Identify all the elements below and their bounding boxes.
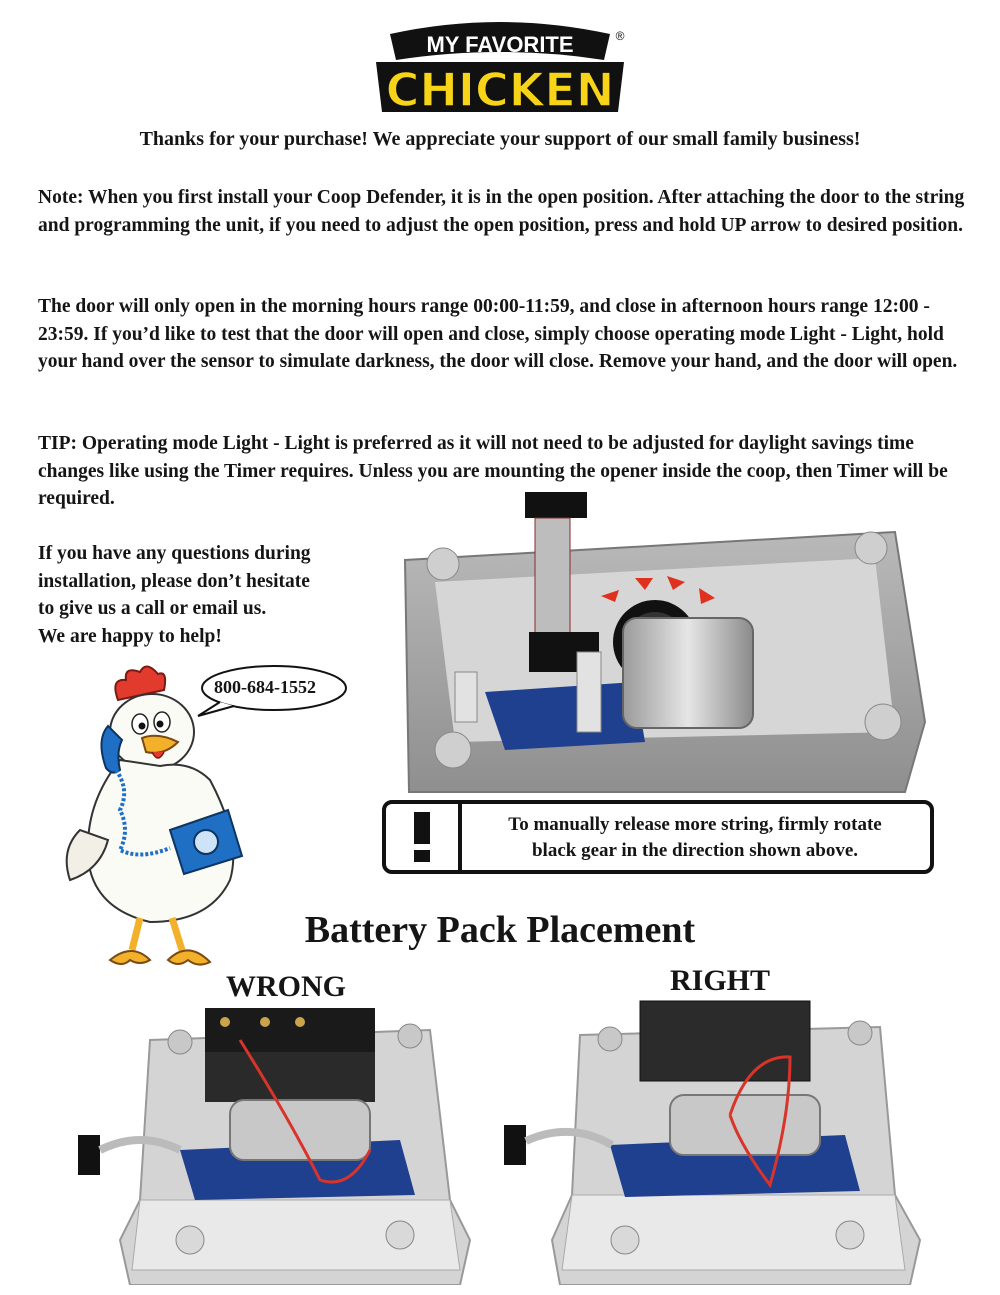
questions-line: to give us a call or email us. (38, 598, 267, 619)
warning-text (464, 812, 926, 864)
questions-line: installation, please don’t hesitate (38, 570, 310, 592)
right-label: RIGHT (669, 964, 771, 997)
logo-line1: MY FAVORITE (426, 32, 574, 57)
warning-icon-cell (386, 804, 462, 870)
questions-line: If you have any questions during (38, 543, 311, 564)
wrong-battery-placement-photo (70, 1000, 490, 1285)
warning-line: To manually release more string, firmly rotate (508, 814, 882, 835)
right-battery-placement-photo (500, 995, 960, 1285)
questions-paragraph (38, 540, 378, 650)
logo-line2: CHICKEN (385, 63, 615, 117)
phone-number[interactable]: 800-684-1552 (214, 677, 316, 697)
questions-line: We are happy to help! (38, 625, 222, 647)
tip-paragraph: TIP: Operating mode Light - Light is preferred as it will not need to be adjusted for daylight savings time changes like using the Timer requires. Unless you are mounting the opener inside the coop, then Timer will be required. (38, 433, 948, 509)
hours-range-paragraph: The door will only open in the morning hours range 00:00-11:59, and close in afternoon hours range 12:00 - 23:59. If you’d like to test that the door will open and close, simply choose operating mode Light - Light, hold your hand over the sensor to simulate darkness, the door will close. Remove your hand, and the door will open. (38, 296, 958, 372)
battery-pack-heading: Battery Pack Placement (304, 909, 696, 951)
wrong-label: WRONG (226, 970, 346, 1003)
note-paragraph: Note: When you first install your Coop Defender, it is in the open position. After attaching the door to the string and programming the unit, if you need to adjust the open position, press and hold UP arrow to desired position. (38, 187, 965, 236)
opener-gear-photo (395, 492, 935, 812)
my-favorite-chicken-logo (372, 14, 628, 122)
registered-mark: ® (615, 29, 625, 43)
warning-line: black gear in the direction shown above. (531, 840, 858, 861)
manual-release-warning (382, 800, 934, 874)
thanks-message: Thanks for your purchase! We appreciate your support of our small family business! (139, 128, 861, 150)
exclamation-icon (386, 804, 458, 870)
